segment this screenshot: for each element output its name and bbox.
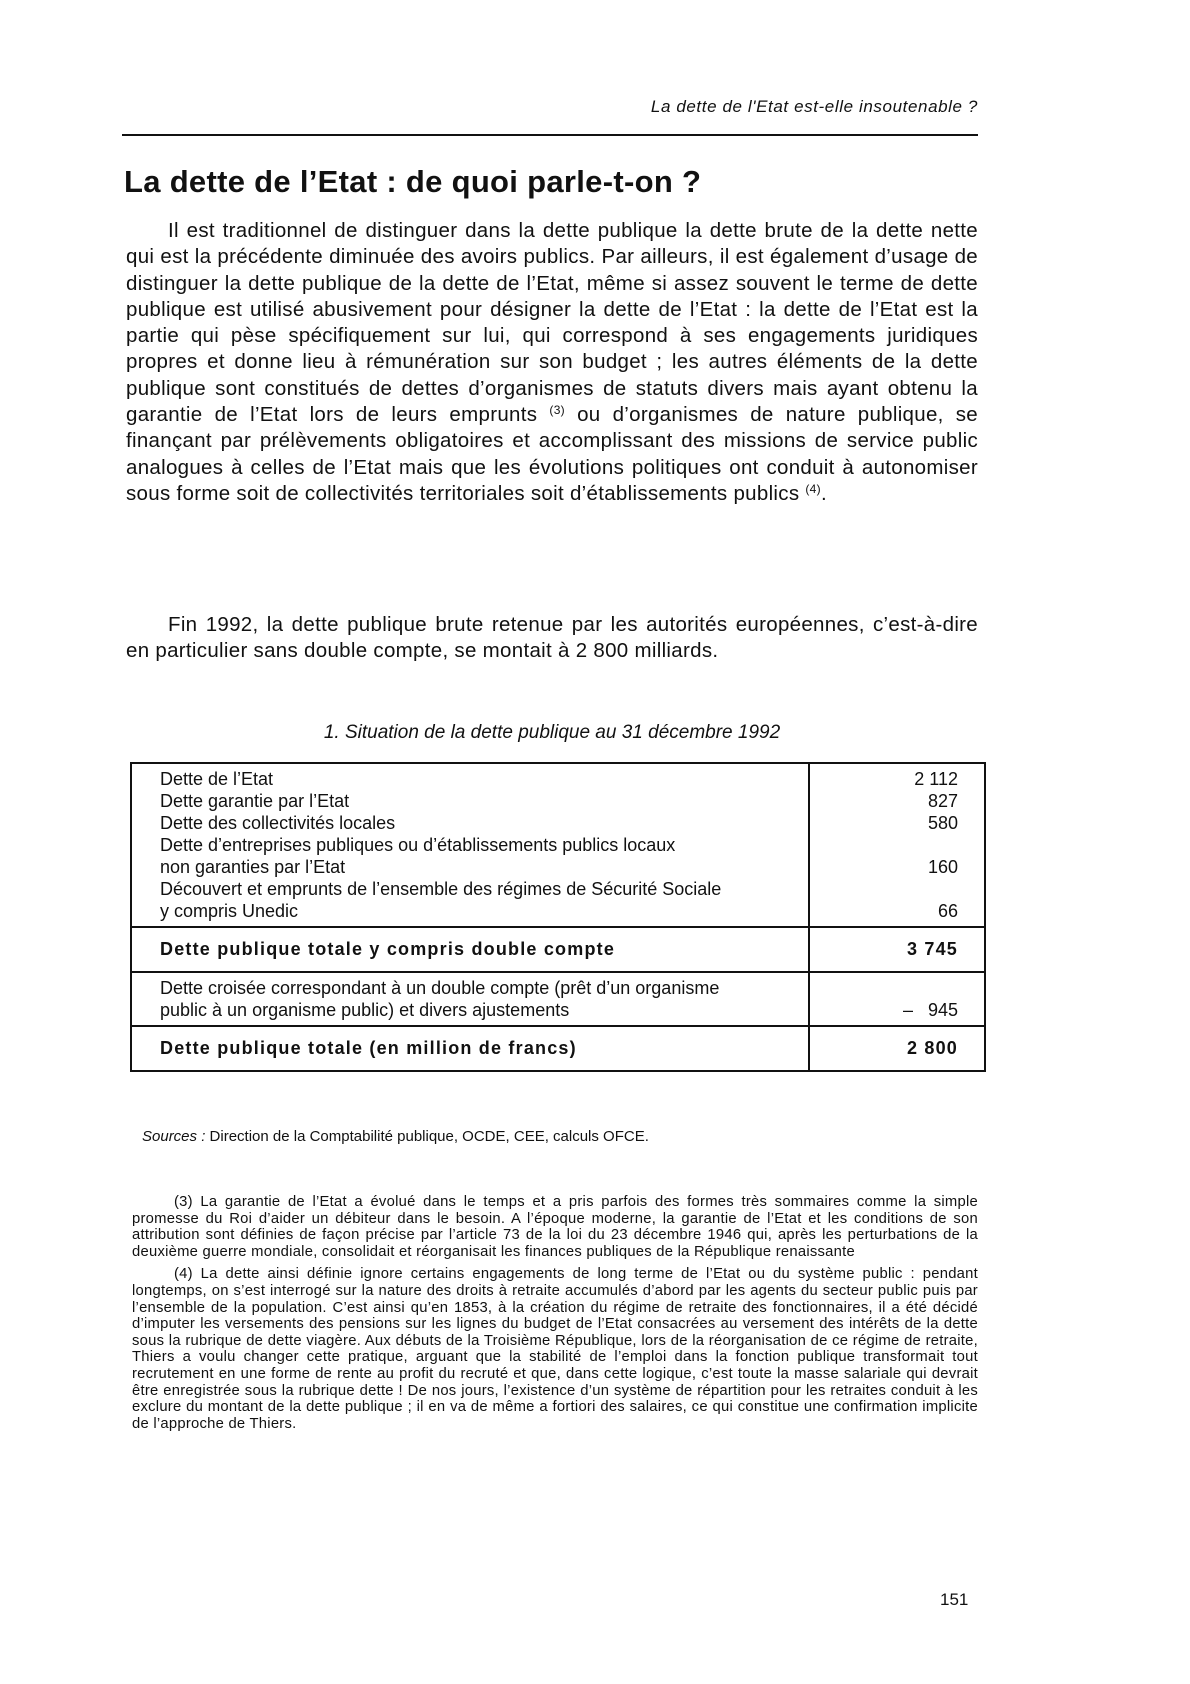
item-value: 160 xyxy=(927,857,958,877)
header-rule xyxy=(122,134,978,136)
table-row-items xyxy=(132,764,984,926)
item-label: Découvert et emprunts de l’ensemble des régimes de Sécurité Sociale xyxy=(160,879,722,899)
table-row-total xyxy=(132,1025,984,1070)
debt-table xyxy=(130,762,986,1072)
running-header: La dette de l'Etat est-elle insoutenable ? xyxy=(650,97,978,116)
item-value: 827 xyxy=(927,791,958,811)
sources-text: Direction de la Comptabilité publique, OCDE, CEE, calculs OFCE. xyxy=(205,1128,649,1145)
item-value: 2 112 xyxy=(914,769,958,789)
footnote-4: (4) La dette ainsi définie ignore certains engagements de long terme de l’Etat ou du système public : pendant longtemps, on s’est interrogé sur la nature des droits à retraite accumulés d’abord par les agents du secteur public puis par l’ensemble de la population. C’est ainsi qu’en 1853, à la création du régime de retraite des fonctionnaires, il a été décidé d’imputer les versements des pensions sur les lignes du budget de l’Etat consacrées au versement des intérêts de la dette sous la rubrique de dette viagère. Aux débuts de la Troisième République, lors de la réorganisation de ce régime de retraite, Thiers a voulu changer cette pratique, arguant que la stabilité de l’emploi dans la fonction publique transformait tout recrutement en une forme de rente au profit du recruté et que, dans cette logique, c’est toute la masse salariale qui devrait être enregistrée sous la rubrique dette ! De nos jours, l’existence d’un système de répartition pour les retraites conduit à les exclure du montant de la dette publique ; il en va de même a fortiori des salaires, ce qui constitue une confirmation implicite de l’approche de Thiers. xyxy=(132,1266,978,1432)
adjustment-label: Dette croisée correspondant à un double compte (prêt d’un organisme xyxy=(160,978,720,998)
item-value: 66 xyxy=(937,901,958,921)
subtotal-label: Dette publique totale y compris double compte xyxy=(132,928,810,971)
subtotal-value: 3 745 xyxy=(906,939,958,959)
table-sources xyxy=(142,1128,649,1145)
item-value: 580 xyxy=(927,813,958,833)
paragraph-text: . xyxy=(820,481,827,505)
adjustment-value: – 945 xyxy=(902,1000,958,1020)
footnote-ref-4: (4) xyxy=(805,481,821,496)
section-title: La dette de l’Etat : de quoi parle-t-on ? xyxy=(124,164,702,199)
body-paragraph-1 xyxy=(126,218,978,507)
item-label: Dette d’entreprises publiques ou d’établissements publics locaux xyxy=(160,835,676,855)
table-row-subtotal xyxy=(132,926,984,971)
body-paragraph-2: Fin 1992, la dette publique brute retenue par les autorités européennes, c’est-à-dire en particulier sans double compte, se montait à 2 800 milliards. xyxy=(126,613,978,663)
adjustment-label: public à un organisme public) et divers ajustements xyxy=(160,1000,570,1020)
footnote-ref-3: (3) xyxy=(549,403,565,418)
item-label: y compris Unedic xyxy=(160,901,299,921)
item-label: Dette garantie par l’Etat xyxy=(160,791,350,811)
item-value-spacer xyxy=(810,878,958,900)
footnote-3: (3) La garantie de l’Etat a évolué dans le temps et a pris parfois des formes très sommaires comme la simple promesse du Roi d’aider un débiteur dans le besoin. A l’époque moderne, la garantie de l’Etat et les conditions de son attribution sont définies de façon précise par l’article 73 de la loi du 23 décembre 1946 qui, après les perturbations de la deuxième guerre mondiale, consolidait et réorganisait les finances publiques de la République renaissante xyxy=(132,1194,978,1260)
footnotes xyxy=(132,1194,978,1438)
items-labels xyxy=(132,764,810,926)
item-value-spacer xyxy=(810,834,958,856)
adjustment-value-spacer xyxy=(810,977,958,999)
paragraph-text: ou d’organismes de nature publique, se finançant par prélèvements obligatoires et accomplissant des missions de service public analogues à celles de l’Etat mais que les évolutions politiques ont conduit à autonomiser sous forme soit de collectivités territoriales soit d’établissements publics xyxy=(126,403,979,505)
item-label: Dette des collectivités locales xyxy=(160,813,396,833)
page-number: 151 xyxy=(940,1590,969,1609)
items-values xyxy=(810,764,984,926)
total-label: Dette publique totale (en million de francs) xyxy=(132,1027,810,1070)
sources-label: Sources : xyxy=(142,1128,206,1145)
adjustment-values xyxy=(810,973,984,1025)
item-label: Dette de l’Etat xyxy=(160,769,274,789)
table-caption: 1. Situation de la dette publique au 31 décembre 1992 xyxy=(323,722,781,743)
adjustment-labels xyxy=(132,973,810,1025)
total-value: 2 800 xyxy=(906,1038,958,1058)
item-label: non garanties par l’Etat xyxy=(160,857,346,877)
table-row-adjustment xyxy=(132,971,984,1025)
paragraph-text: Il est traditionnel de distinguer dans la dette publique la dette brute de la dette nette qui est la précédente diminuée des avoirs publics. Par ailleurs, il est également d’usage de distinguer la dette publique de la dette de l’Etat, même si assez souvent le terme de dette publique est utilisé abusivement pour désigner la dette de l’Etat : la dette de l’Etat est la partie qui pèse spécifiquement sur lui, qui correspond à ses engagements juridiques propres et donne lieu à rémunération sur son budget ; les autres éléments de la dette publique sont constitués de dettes d’organismes de statuts divers mais ayant obtenu la garantie de l’Etat lors de leurs emprunts xyxy=(126,219,978,427)
